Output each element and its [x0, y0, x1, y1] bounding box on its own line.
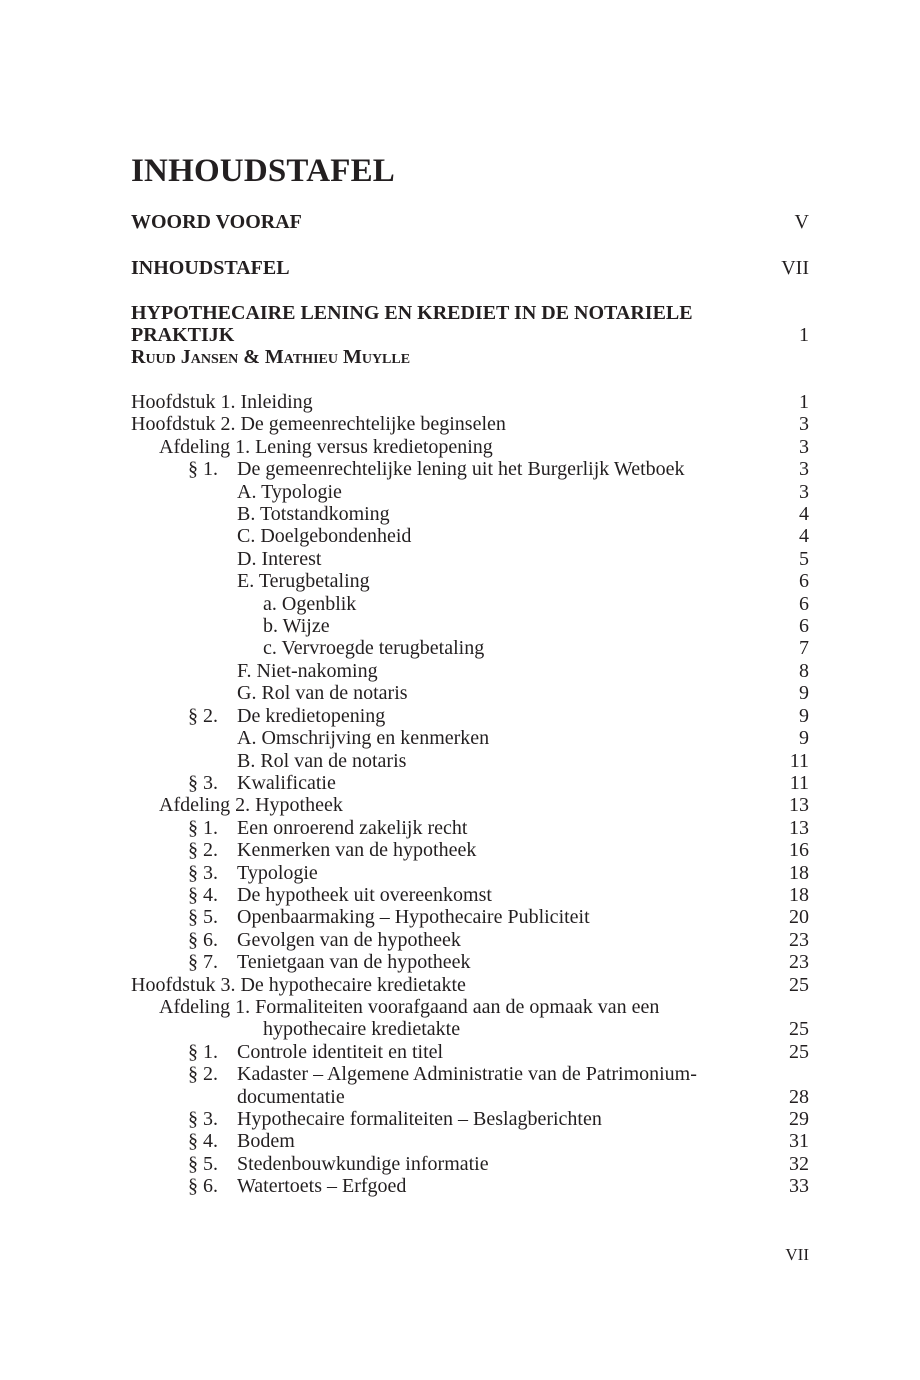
toc-row-text: Watertoets – Erfgoed — [237, 1175, 407, 1198]
toc-row-page: 23 — [789, 951, 809, 974]
toc-row-page: 18 — [789, 861, 809, 884]
toc-row[interactable] — [131, 929, 809, 951]
section-number: § 2. — [188, 704, 218, 727]
section-number: § 1. — [188, 1040, 218, 1063]
toc-row-page: 25 — [789, 1018, 809, 1041]
toc-row[interactable] — [131, 1041, 809, 1063]
toc-row-text: Gevolgen van de hypotheek — [237, 928, 461, 951]
toc-row-page: 3 — [799, 413, 809, 436]
toc-row-page: 20 — [789, 906, 809, 929]
toc-row-page: 11 — [789, 749, 809, 772]
toc-row-page: 9 — [799, 727, 809, 750]
toc-entry-page: V — [794, 211, 809, 233]
section-number: § 3. — [188, 1108, 218, 1130]
toc-row[interactable] — [131, 1130, 809, 1152]
toc-row-page: 8 — [799, 659, 809, 682]
toc-row[interactable] — [131, 750, 809, 772]
toc-row-text: D. Interest — [237, 547, 322, 570]
toc-row-text: Afdeling 1. Formaliteiten voorafgaand aan de opmaak van een — [159, 995, 660, 1018]
toc-entry-page: VII — [781, 257, 809, 279]
toc-row-text: Controle identiteit en titel — [237, 1040, 444, 1063]
toc-row[interactable] — [131, 705, 809, 727]
toc-row-text: Tenietgaan van de hypotheek — [237, 951, 471, 974]
toc-row-page: 25 — [789, 1040, 809, 1063]
section-number: § 6. — [188, 1175, 218, 1198]
toc-row-page: 18 — [789, 883, 809, 906]
chapter-title-line-1: HYPOTHECAIRE LENING EN KREDIET IN DE NOTARIELE — [131, 302, 693, 324]
toc-row-text: Openbaarmaking – Hypothecaire Publiciteit — [237, 906, 590, 929]
toc-row[interactable] — [131, 906, 809, 928]
toc-row-text: De gemeenrechtelijke lening uit het Burgerlijk Wetboek — [237, 458, 685, 481]
section-number: § 1. — [188, 458, 218, 481]
section-number: § 6. — [188, 928, 218, 951]
section-number: § 5. — [188, 1152, 218, 1175]
toc-row-text: Stedenbouwkundige informatie — [237, 1152, 489, 1175]
toc-row-text: Hoofdstuk 3. De hypothecaire kredietakte — [131, 973, 466, 996]
toc-row-text: Bodem — [237, 1130, 295, 1153]
toc-row-text: F. Niet-nakoming — [237, 659, 378, 682]
toc-row[interactable] — [131, 637, 809, 659]
toc-row-text: Typologie — [237, 861, 318, 884]
toc-row-text: b. Wijze — [263, 615, 330, 638]
toc-row-page: 4 — [799, 525, 809, 548]
toc-row-page: 32 — [789, 1152, 809, 1175]
toc-entry-label: INHOUDSTAFEL — [131, 257, 290, 279]
toc-entry-woord-vooraf[interactable] — [131, 211, 809, 233]
section-number: § 1. — [188, 816, 218, 839]
toc-row-page: 5 — [799, 547, 809, 570]
toc-row-text: Kenmerken van de hypotheek — [237, 839, 477, 862]
toc-row-page: 11 — [789, 771, 809, 794]
toc-row[interactable] — [131, 839, 809, 861]
toc-row-page: 6 — [799, 592, 809, 615]
toc-row-text: a. Ogenblik — [263, 592, 357, 615]
section-number: § 2. — [188, 839, 218, 862]
toc-row-text: B. Totstandkoming — [237, 503, 390, 526]
toc-row-text: Hoofdstuk 1. Inleiding — [131, 391, 313, 413]
toc-row-text: G. Rol van de notaris — [237, 682, 408, 705]
toc-row-page: 3 — [799, 458, 809, 481]
toc-row[interactable] — [131, 772, 809, 794]
toc-row-text: Kwalificatie — [237, 771, 336, 794]
toc-row-page: 9 — [799, 682, 809, 705]
toc-row[interactable] — [131, 436, 809, 458]
toc-entry-chapter[interactable] — [131, 302, 809, 346]
toc-row-text: Kadaster – Algemene Administratie van de Patrimonium- — [237, 1063, 697, 1086]
toc-row[interactable] — [131, 974, 809, 996]
toc-row-page: 3 — [799, 480, 809, 503]
toc-row[interactable] — [131, 391, 809, 413]
toc-row-text: Hypothecaire formaliteiten – Beslagberichten — [237, 1108, 602, 1130]
toc-row-text: A. Typologie — [237, 480, 342, 503]
toc-row[interactable] — [131, 817, 809, 839]
toc-row-continuation: documentatie — [237, 1085, 345, 1108]
toc-row-text: De hypotheek uit overeenkomst — [237, 883, 492, 906]
toc-row-page: 25 — [789, 973, 809, 996]
toc-row[interactable] — [131, 884, 809, 906]
toc-row[interactable] — [131, 727, 809, 749]
page-title: INHOUDSTAFEL — [131, 153, 395, 190]
toc-row-page: 1 — [799, 391, 809, 413]
toc-row[interactable] — [131, 525, 809, 547]
toc-row[interactable] — [131, 951, 809, 973]
toc-row[interactable] — [131, 682, 809, 704]
toc-row[interactable] — [131, 593, 809, 615]
toc-row[interactable] — [131, 794, 809, 816]
toc-row[interactable] — [131, 1153, 809, 1175]
toc-row[interactable] — [131, 1108, 809, 1130]
toc-row[interactable] — [131, 548, 809, 570]
section-number: § 4. — [188, 883, 218, 906]
toc-row-page: 13 — [789, 794, 809, 817]
toc-row[interactable] — [131, 660, 809, 682]
toc-row-text: c. Vervroegde terugbetaling — [263, 637, 485, 660]
toc-row-page: 23 — [789, 928, 809, 951]
toc-row[interactable] — [131, 570, 809, 592]
section-number: § 3. — [188, 861, 218, 884]
toc-row[interactable] — [131, 1063, 809, 1108]
toc-row-page: 6 — [799, 570, 809, 593]
toc-entry-inhoudstafel[interactable] — [131, 257, 809, 279]
toc-row-page: 9 — [799, 704, 809, 727]
section-number: § 7. — [188, 951, 218, 974]
toc-row-text: Hoofdstuk 2. De gemeenrechtelijke beginselen — [131, 413, 506, 436]
toc-row-page: 29 — [789, 1108, 809, 1130]
toc-row-page: 28 — [789, 1085, 809, 1108]
section-number: § 2. — [188, 1063, 218, 1086]
page-number: VII — [785, 1245, 809, 1264]
toc-row-text: C. Doelgebondenheid — [237, 525, 412, 548]
toc-row[interactable] — [131, 996, 809, 1041]
toc-row[interactable] — [131, 615, 809, 637]
toc-row-text: Een onroerend zakelijk recht — [237, 816, 468, 839]
toc-row-page: 13 — [789, 816, 809, 839]
toc-row[interactable] — [131, 862, 809, 884]
toc-list — [131, 391, 809, 1198]
toc-row[interactable] — [131, 481, 809, 503]
toc-row-text: De kredietopening — [237, 704, 386, 727]
toc-row[interactable] — [131, 1175, 809, 1197]
toc-row-text: E. Terugbetaling — [237, 570, 370, 593]
toc-row[interactable] — [131, 503, 809, 525]
toc-row-page: 4 — [799, 503, 809, 526]
toc-row-page: 6 — [799, 615, 809, 638]
toc-row-continuation: hypothecaire kredietakte — [263, 1018, 461, 1041]
toc-row[interactable] — [131, 413, 809, 435]
chapter-authors: Ruud Jansen & Mathieu Muylle — [131, 346, 411, 368]
toc-row-page: 7 — [799, 637, 809, 660]
section-number: § 5. — [188, 906, 218, 929]
toc-row-text: B. Rol van de notaris — [237, 749, 407, 772]
toc-row-page: 31 — [789, 1130, 809, 1153]
toc-row-text: Afdeling 2. Hypotheek — [159, 794, 343, 817]
toc-row-page: 3 — [799, 435, 809, 458]
section-number: § 4. — [188, 1130, 218, 1153]
section-number: § 3. — [188, 771, 218, 794]
toc-row-text: Afdeling 1. Lening versus kredietopening — [159, 435, 493, 458]
chapter-title-line-2: PRAKTIJK — [131, 324, 235, 346]
toc-row-text: A. Omschrijving en kenmerken — [237, 727, 490, 750]
toc-entry-page: 1 — [799, 324, 809, 346]
toc-entry-label: WOORD VOORAF — [131, 211, 302, 233]
toc-row-page: 33 — [789, 1175, 809, 1198]
toc-row[interactable] — [131, 458, 809, 480]
toc-row-page: 16 — [789, 839, 809, 862]
